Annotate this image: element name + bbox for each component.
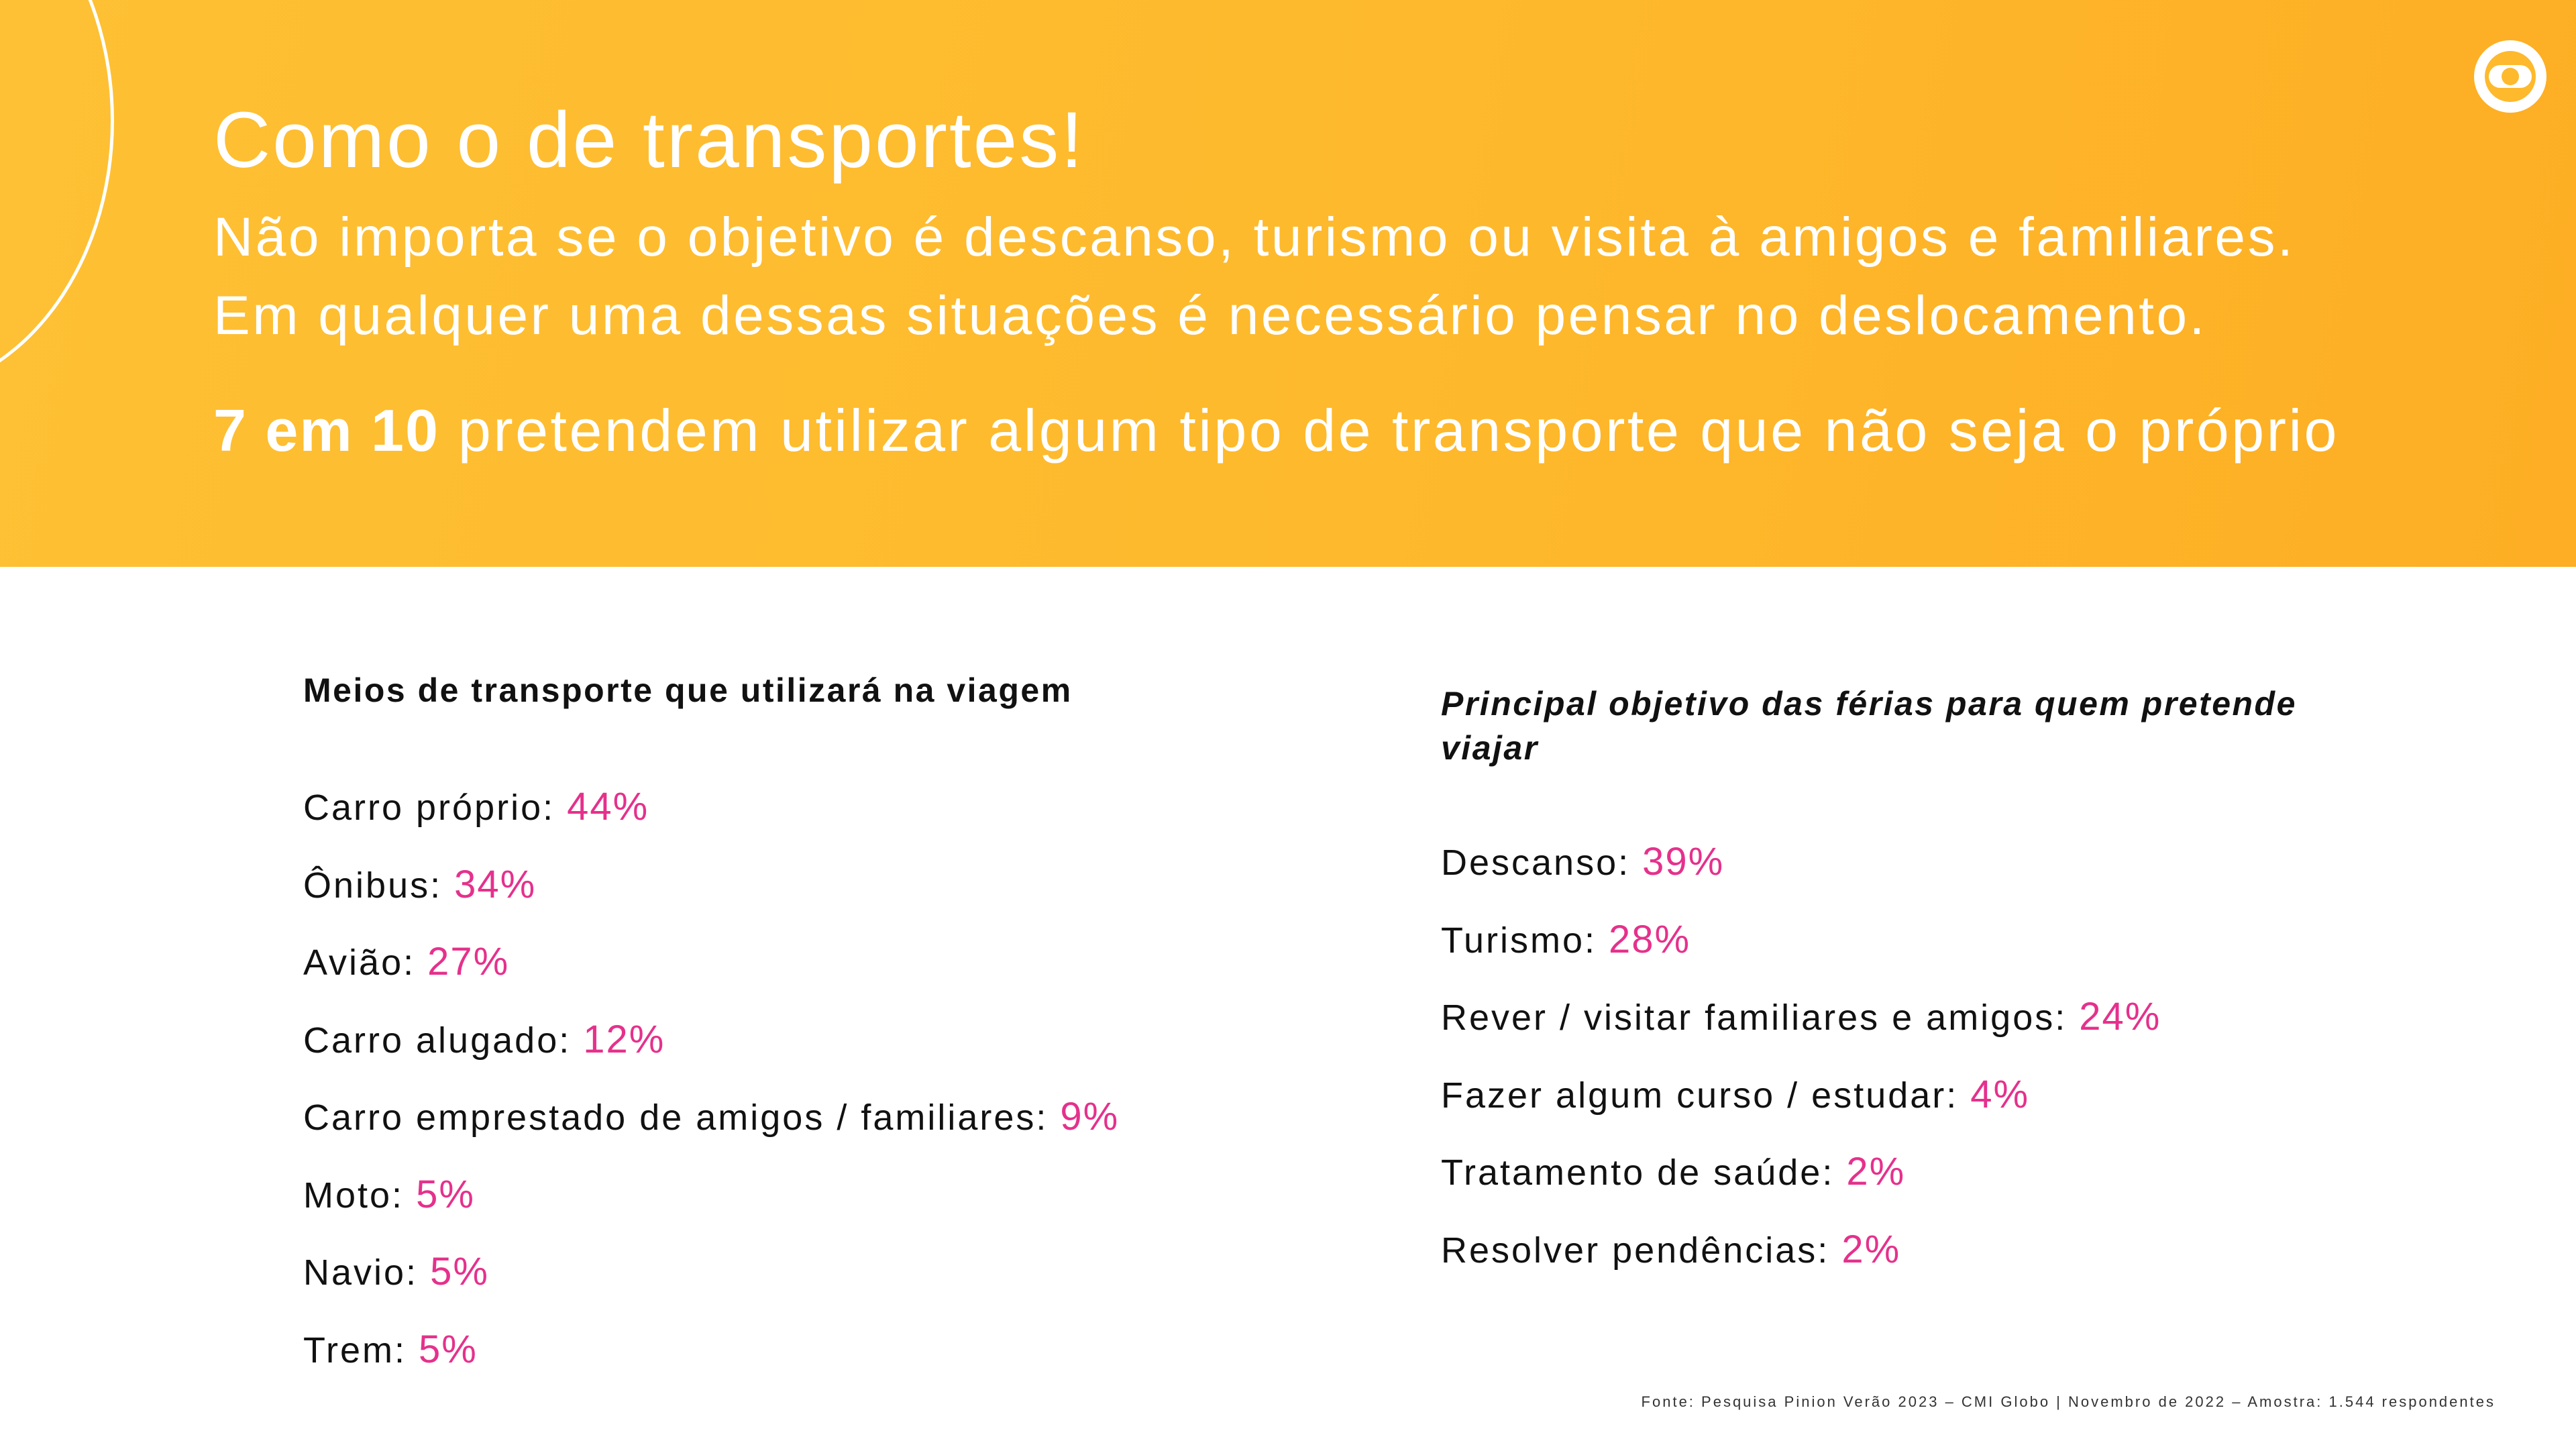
transport-item [303, 940, 510, 983]
transport-item-value: 9% [1060, 1095, 1120, 1138]
transport-item [303, 1172, 475, 1216]
objective-item-label: Resolver pendências: [1441, 1230, 1842, 1271]
highlight-number: 7 em 10 [213, 397, 439, 464]
objective-item [1441, 1072, 2030, 1116]
transport-item [303, 1252, 489, 1291]
objective-item-label: Fazer algum curso / estudar: [1441, 1075, 1971, 1116]
transport-item [303, 1017, 665, 1061]
transport-item [303, 1327, 478, 1371]
objectives-column [1441, 682, 2394, 1271]
transport-item [303, 1097, 1119, 1136]
transport-item-label: Avião: [303, 943, 428, 983]
objective-item [1441, 1152, 1905, 1191]
objective-item-label: Descanso: [1441, 843, 1643, 883]
highlight-statement [213, 397, 2339, 464]
transport-column [303, 668, 1120, 1371]
objectives-heading: Principal objetivo das férias para quem pretende viajar [1441, 685, 2297, 767]
objective-item-label: Tratamento de saúde: [1441, 1152, 1847, 1193]
transport-item [303, 862, 537, 906]
transport-item-value: 44% [567, 785, 649, 828]
transport-item-value: 5% [430, 1250, 489, 1293]
transport-item-label: Carro emprestado de amigos / familiares: [303, 1097, 1061, 1138]
objective-item-value: 39% [1642, 840, 1725, 883]
subtitle-line: Não importa se o objetivo é descanso, turismo ou visita à amigos e familiares. [213, 207, 2296, 268]
transport-item-label: Navio: [303, 1252, 431, 1293]
transport-item-value: 27% [427, 940, 510, 983]
objective-item [1441, 1227, 1901, 1271]
transport-item-label: Moto: [303, 1175, 417, 1216]
objective-item [1441, 917, 1691, 961]
globo-logo-icon [2473, 39, 2548, 114]
transport-item [303, 785, 649, 828]
objective-item-value: 24% [2079, 995, 2161, 1038]
objective-item-value: 2% [1846, 1150, 1906, 1193]
transport-item-label: Carro próprio: [303, 788, 568, 828]
transport-heading: Meios de transporte que utilizará na viagem [303, 672, 1073, 709]
objective-item-value: 28% [1609, 917, 1691, 961]
decorative-circle [0, 0, 114, 396]
objective-item-label: Turismo: [1441, 920, 1609, 961]
subtitle-line: Em qualquer uma dessas situações é necessário pensar no deslocamento. [213, 285, 2207, 346]
transport-item-value: 12% [583, 1017, 665, 1061]
highlight-text: pretendem utilizar algum tipo de transporte que não seja o próprio [439, 397, 2339, 464]
transport-item-value: 5% [418, 1327, 478, 1371]
objective-item [1441, 840, 1725, 883]
page-subtitle [213, 198, 2295, 355]
objective-item [1441, 995, 2161, 1038]
objective-item-value: 2% [1841, 1227, 1901, 1271]
transport-item-value: 5% [416, 1172, 475, 1216]
objective-item-label: Rever / visitar familiares e amigos: [1441, 998, 2080, 1038]
source-footnote: Fonte: Pesquisa Pinion Verão 2023 – CMI Globo | Novembro de 2022 – Amostra: 1.544 respondentes [1641, 1393, 2496, 1410]
objective-item-value: 4% [1970, 1072, 2030, 1116]
transport-item-label: Ônibus: [303, 865, 455, 906]
transport-item-value: 34% [454, 862, 537, 906]
transport-item-label: Carro alugado: [303, 1020, 584, 1061]
page-title: Como o de transportes! [213, 96, 1085, 184]
header-banner [0, 0, 2576, 567]
transport-item-label: Trem: [303, 1330, 419, 1371]
